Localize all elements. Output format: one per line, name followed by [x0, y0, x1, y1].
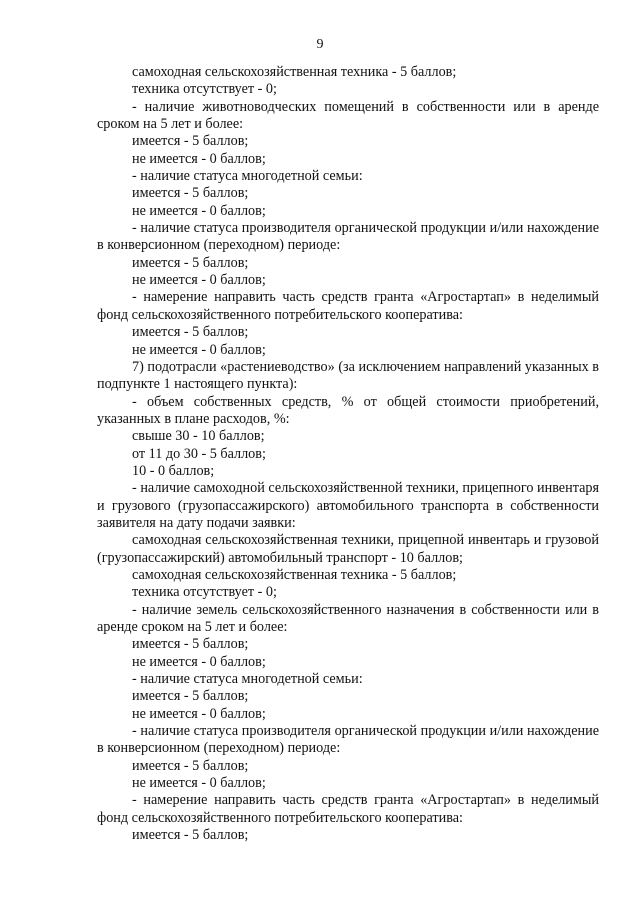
paragraph: не имеется - 0 баллов;: [132, 341, 266, 358]
paragraph: имеется - 5 баллов;: [132, 324, 249, 341]
paragraph: самоходная сельскохозяйственная техники, прицепной инвентарь и грузовой (грузопассажирский) автомобильный транспорт - 10 баллов;: [97, 532, 599, 566]
paragraph: не имеется - 0 баллов;: [132, 775, 266, 792]
paragraph: самоходная сельскохозяйственная техника - 5 баллов;: [132, 566, 457, 583]
paragraph: - наличие статуса производителя органической продукции и/или нахождение в конверсионном (переходном) периоде:: [97, 723, 599, 757]
page-number: 9: [316, 37, 324, 52]
paragraph: имеется - 5 баллов;: [132, 254, 249, 271]
paragraph: не имеется - 0 баллов;: [132, 202, 266, 219]
paragraph: - наличие статуса многодетной семьи:: [132, 168, 363, 185]
paragraph: - наличие статуса многодетной семьи:: [132, 671, 363, 688]
paragraph: свыше 30 - 10 баллов;: [132, 428, 265, 445]
paragraph: от 11 до 30 - 5 баллов;: [132, 445, 266, 462]
paragraph: техника отсутствует - 0;: [132, 584, 277, 601]
paragraph: не имеется - 0 баллов;: [132, 272, 266, 289]
paragraph: - наличие животноводческих помещений в собственности или в аренде сроком на 5 лет и более:: [97, 98, 599, 133]
paragraph: - наличие земель сельскохозяйственного назначения в собственности или в аренде сроком на 5 лет и более:: [97, 601, 599, 635]
paragraph: - объем собственных средств, % от общей стоимости приобретений, указанных в плане расходов, %:: [97, 393, 599, 427]
paragraph: 7) подотрасли «растениеводство» (за исключением направлений указанных в подпункте 1 настоящего пункта):: [97, 358, 599, 393]
paragraph: 10 - 0 баллов;: [132, 462, 215, 479]
paragraph: - наличие статуса производителя органической продукции и/или нахождение в конверсионном (переходном) периоде:: [97, 220, 599, 254]
paragraph: не имеется - 0 баллов;: [132, 653, 266, 670]
paragraph: - намерение направить часть средств гранта «Агростартап» в неделимый фонд сельскохозяйственного потребительского кооператива:: [97, 289, 599, 323]
paragraph: самоходная сельскохозяйственная техника - 5 баллов;: [132, 64, 457, 80]
paragraph: - намерение направить часть средств гранта «Агростартап» в неделимый фонд сельскохозяйственного потребительского кооператива:: [97, 792, 599, 826]
paragraph: имеется - 5 баллов;: [132, 827, 249, 844]
paragraph: не имеется - 0 баллов;: [132, 150, 266, 167]
paragraph: не имеется - 0 баллов;: [132, 705, 266, 722]
paragraph: имеется - 5 баллов;: [132, 757, 249, 774]
paragraph: имеется - 5 баллов;: [132, 133, 249, 150]
paragraph: имеется - 5 баллов;: [132, 688, 249, 705]
paragraph: техника отсутствует - 0;: [132, 81, 277, 98]
paragraph: имеется - 5 баллов;: [132, 185, 249, 202]
paragraph: имеется - 5 баллов;: [132, 636, 249, 653]
document-body: [97, 64, 599, 844]
paragraph: - наличие самоходной сельскохозяйственной техники, прицепного инвентаря и грузового (грузопассажирского) автомобильного транспорта в собственности заявителя на дату подачи заявки:: [97, 480, 599, 531]
